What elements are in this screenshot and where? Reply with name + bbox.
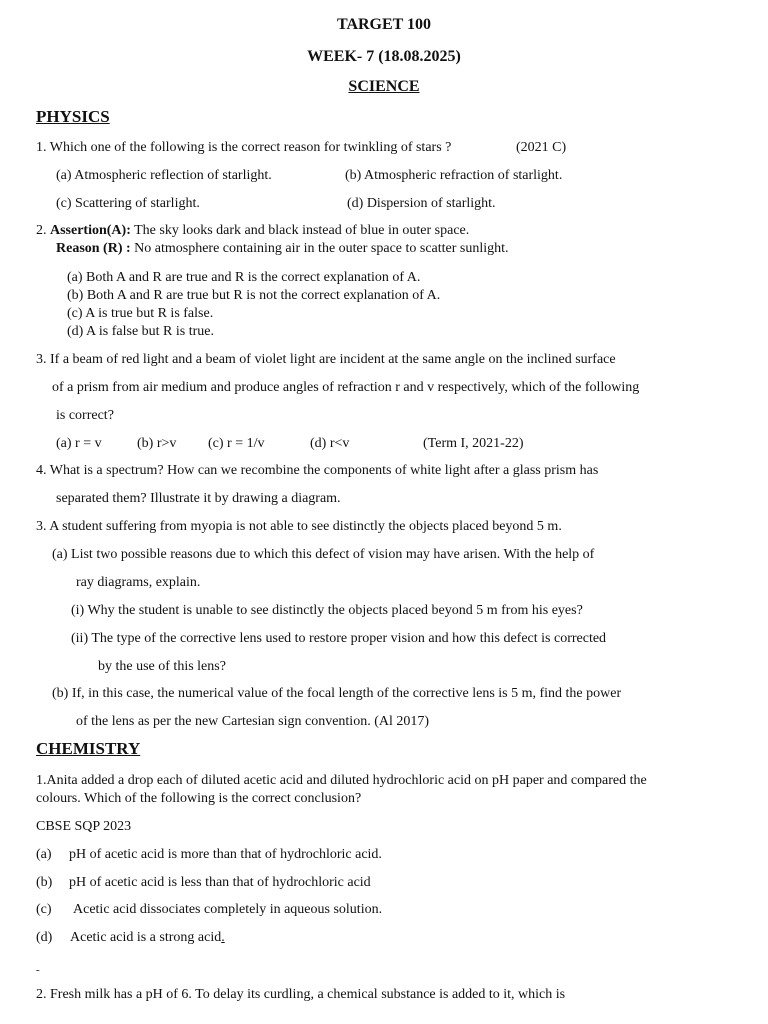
stray-mark: -	[36, 964, 40, 976]
physics-q5-part-b-line1: (b) If, in this case, the numerical value of the focal length of the corrective lens is 5 m, find the power	[52, 686, 622, 701]
chemistry-q1-option-a: pH of acetic acid is more than that of hydrochloric acid.	[69, 847, 382, 862]
physics-q2-reason	[56, 240, 509, 258]
chemistry-q2-line1: 2. Fresh milk has a pH of 6. To delay its curdling, a chemical substance is added to it, which is	[36, 987, 566, 1002]
physics-q4-line1: 4. What is a spectrum? How can we recombine the components of white light after a glass prism has	[36, 463, 599, 478]
week-label: WEEK- 7 (18.08.2025)	[307, 48, 461, 65]
subject-label: SCIENCE	[348, 78, 420, 95]
physics-q5-part-a-line1: (a) List two possible reasons due to which this defect of vision may have arisen. With the help of	[52, 547, 595, 562]
physics-q1-option-a: (a) Atmospheric reflection of starlight.	[56, 168, 272, 183]
physics-q2-option-c: (c) A is true but R is false.	[67, 306, 214, 321]
physics-q3-line2: of a prism from air medium and produce angles of refraction r and v respectively, which of the following	[52, 380, 640, 395]
physics-q5-part-i: (i) Why the student is unable to see distinctly the objects placed beyond 5 m from his eyes?	[71, 603, 583, 618]
physics-q5-line1: 3. A student suffering from myopia is not able to see distinctly the objects placed beyond 5 m.	[36, 519, 562, 534]
assertion-label: Assertion(A):	[50, 223, 131, 238]
chemistry-q1-option-d	[70, 929, 225, 947]
physics-q2-option-a: (a) Both A and R are true and R is the correct explanation of A.	[67, 270, 421, 285]
physics-q3-option-b: (b) r>v	[137, 436, 177, 451]
physics-q5-part-a-line2: ray diagrams, explain.	[76, 575, 201, 590]
physics-q1-option-c: (c) Scattering of starlight.	[56, 196, 200, 211]
chemistry-q1-line2: colours. Which of the following is the correct conclusion?	[36, 791, 362, 806]
physics-q5-part-ii-line2: by the use of this lens?	[98, 659, 226, 674]
chemistry-heading: CHEMISTRY	[36, 739, 141, 758]
chemistry-q1-option-c: Acetic acid dissociates completely in aqueous solution.	[73, 902, 383, 917]
chemistry-q1-option-d-label: (d)	[36, 930, 53, 945]
reason-text: No atmosphere containing air in the outer space to scatter sunlight.	[134, 241, 509, 256]
physics-q3-option-d: (d) r<v	[310, 436, 350, 451]
physics-q3-tag: (Term I, 2021-22)	[423, 436, 524, 451]
physics-q2-assertion	[36, 222, 469, 240]
document-title: TARGET 100	[336, 16, 432, 33]
chemistry-q1-option-a-label: (a)	[36, 847, 52, 862]
physics-q1-option-b: (b) Atmospheric refraction of starlight.	[345, 168, 563, 183]
physics-q2-option-b: (b) Both A and R are true but R is not the correct explanation of A.	[67, 288, 441, 303]
chemistry-q1-option-b-label: (b)	[36, 875, 53, 890]
physics-q3-option-c: (c) r = 1/v	[208, 436, 265, 451]
physics-q4-line2: separated them? Illustrate it by drawing a diagram.	[56, 491, 341, 506]
physics-q3-line1: 3. If a beam of red light and a beam of violet light are incident at the same angle on the inclined surface	[36, 352, 616, 367]
physics-q3-option-a: (a) r = v	[56, 436, 102, 451]
physics-q1-stem: 1. Which one of the following is the correct reason for twinkling of stars ?	[36, 140, 452, 155]
chemistry-q1-source: CBSE SQP 2023	[36, 819, 132, 834]
physics-q5-part-ii-line1: (ii) The type of the corrective lens used to restore proper vision and how this defect is corrected	[71, 631, 607, 646]
physics-q3-line3: is correct?	[56, 408, 114, 423]
chemistry-q1-option-d-period: .	[221, 930, 225, 945]
physics-q2-option-d: (d) A is false but R is true.	[67, 324, 214, 339]
physics-q2-number: 2.	[36, 223, 47, 238]
physics-q1-tag: (2021 C)	[516, 140, 567, 155]
chemistry-q1-option-b: pH of acetic acid is less than that of hydrochloric acid	[69, 875, 371, 890]
physics-q5-part-b-line2: of the lens as per the new Cartesian sign convention. (Al 2017)	[76, 714, 430, 729]
physics-q1-option-d: (d) Dispersion of starlight.	[347, 196, 496, 211]
assertion-text: The sky looks dark and black instead of blue in outer space.	[134, 223, 470, 238]
chemistry-q1-option-d-text: Acetic acid is a strong acid	[70, 930, 222, 945]
chemistry-q1-line1: 1.Anita added a drop each of diluted acetic acid and diluted hydrochloric acid on pH paper and compared the	[36, 773, 647, 788]
chemistry-q1-option-c-label: (c)	[36, 902, 52, 917]
reason-label: Reason (R) :	[56, 241, 131, 256]
physics-heading: PHYSICS	[36, 107, 110, 126]
